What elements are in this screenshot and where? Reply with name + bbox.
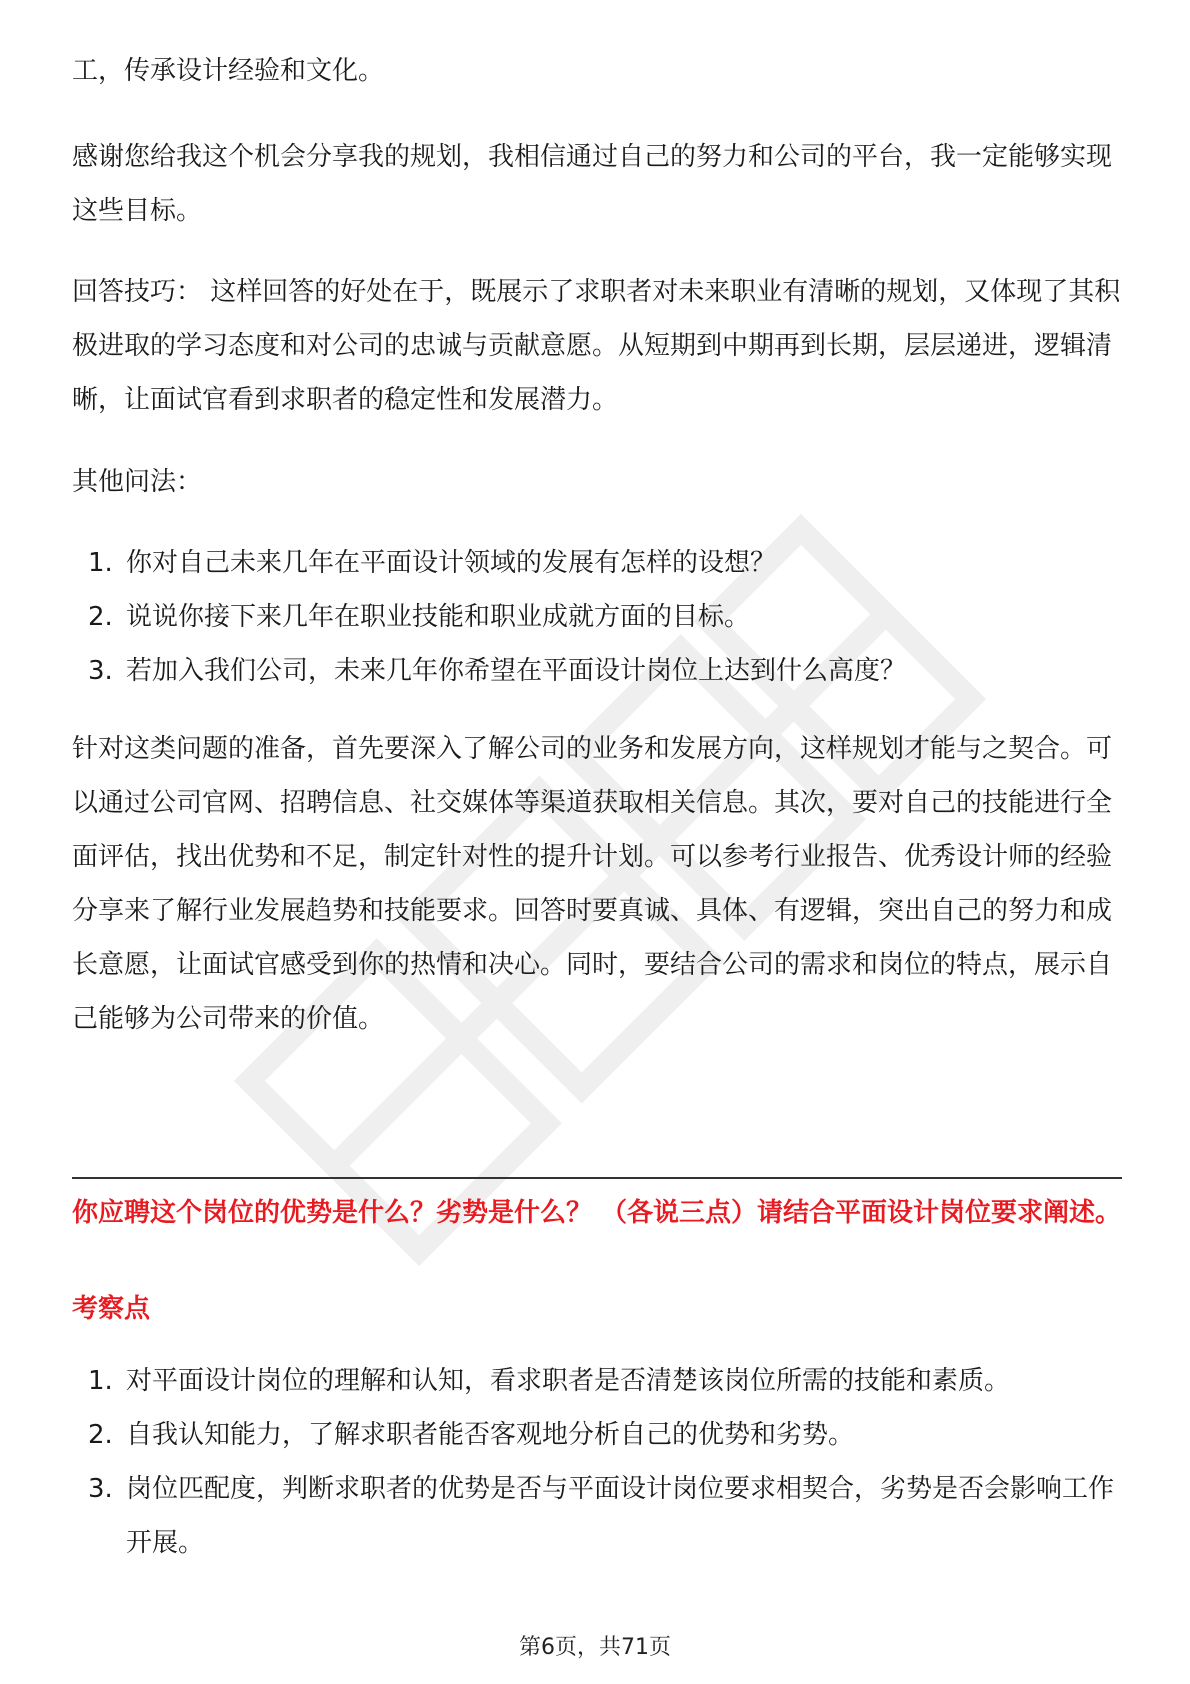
list-item-text: 岗位匹配度，判断求职者的优势是否与平面设计岗位要求相契合，劣势是否会影响工作开展。	[126, 1474, 1115, 1558]
list-item-text: 你对自己未来几年在平面设计领域的发展有怎样的设想？	[126, 548, 777, 578]
other-questions-list	[72, 536, 1122, 698]
list-item-number: 3.	[88, 1474, 113, 1504]
list-item-number: 2.	[88, 602, 113, 632]
list-item	[72, 644, 1122, 698]
list-item-text: 自我认知能力，了解求职者能否客观地分析自己的优势和劣势。	[126, 1420, 855, 1450]
list-item-text: 说说你接下来几年在职业技能和职业成就方面的目标。	[126, 602, 751, 632]
list-item-number: 1.	[88, 1366, 113, 1396]
list-item-number: 1.	[88, 548, 113, 578]
list-item-text: 若加入我们公司，未来几年你希望在平面设计岗位上达到什么高度？	[126, 656, 907, 686]
list-item	[72, 1462, 1122, 1570]
question-title: 你应聘这个岗位的优势是什么？劣势是什么？ （各说三点）请结合平面设计岗位要求阐述。	[72, 1198, 1122, 1228]
paragraph-thanks: 感谢您给我这个机会分享我的规划，我相信通过自己的努力和公司的平台，我一定能够实现这些目标。	[72, 142, 1113, 226]
list-item	[72, 590, 1122, 644]
paragraph-continuation: 工，传承设计经验和文化。	[72, 56, 385, 86]
list-item	[72, 1354, 1122, 1408]
list-item-number: 2.	[88, 1420, 113, 1450]
paragraph-answer-tips: 回答技巧： 这样回答的好处在于，既展示了求职者对未来职业有清晰的规划，又体现了其积极进取的学习态度和对公司的忠诚与贡献意愿。从短期到中期再到长期，层层递进，逻辑清晰，让面试官看到求职者的稳定性和发展潜力。	[72, 277, 1121, 415]
section-divider	[72, 1177, 1122, 1179]
evaluation-points-list	[72, 1354, 1122, 1570]
page-number: 第6页，共71页	[519, 1635, 671, 1660]
list-item-number: 3.	[88, 656, 113, 686]
section-label: 考察点	[72, 1294, 151, 1324]
list-item	[72, 1408, 1122, 1462]
paragraph-other-questions-label: 其他问法：	[72, 467, 203, 497]
list-item	[72, 536, 1122, 590]
list-item-text: 对平面设计岗位的理解和认知，看求职者是否清楚该岗位所需的技能和素质。	[126, 1366, 1011, 1396]
paragraph-preparation: 针对这类问题的准备，首先要深入了解公司的业务和发展方向，这样规划才能与之契合。可以通过公司官网、招聘信息、社交媒体等渠道获取相关信息。其次，要对自己的技能进行全面评估，找出优势和不足，制定针对性的提升计划。可以参考行业报告、优秀设计师的经验分享来了解行业发展趋势和技能要求。回答时要真诚、具体、有逻辑，突出自己的努力和成长意愿，让面试官感受到你的热情和决心。同时，要结合公司的需求和岗位的特点，展示自己能够为公司带来的价值。	[72, 734, 1113, 1034]
